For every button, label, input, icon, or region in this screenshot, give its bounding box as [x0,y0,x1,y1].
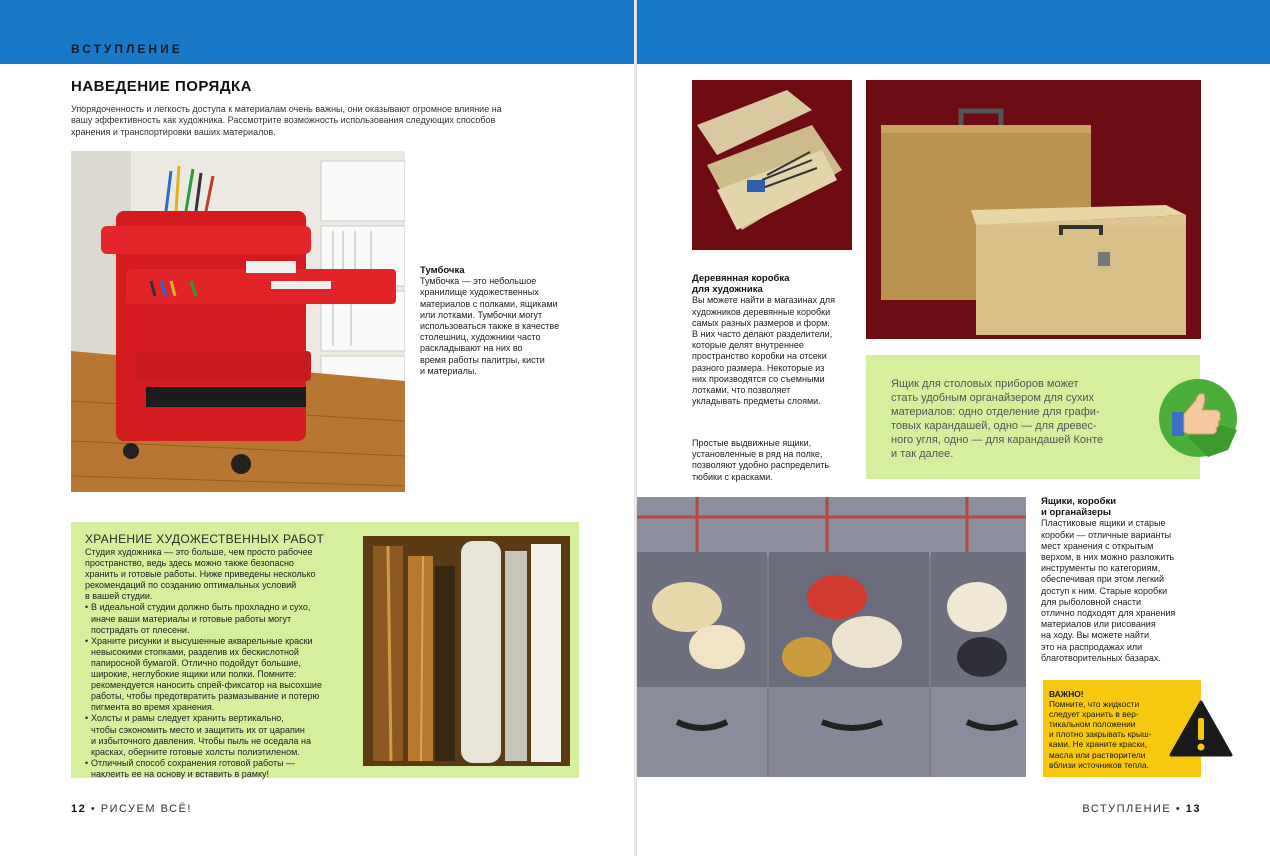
right-page [637,0,1270,856]
drawers-caption: Простые выдвижные ящики, установленные в ряд на полке, позволяют удобно распределить тюбики с красками. [692,438,830,482]
page-number: 12 [71,803,87,815]
list-item: • В идеальной студии должно быть прохладно и сухо, иначе ваши материалы и готовые работы могут пострадать от плесени. [85,602,345,635]
page-number: 13 [1185,803,1201,815]
bins-caption: Ящики, коробки и органайзеры Пластиковые ящики и старые коробки — отличные варианты мест хранения с открытым верхом, в них можно разложить инструменты по категориям, обеспечивая при этом легкий доступ к ним. Старые коробки для рыболовной снасти отлично подходят для хранения материалов или рисования на ходу. Вы можете найти это на распродажах или благотворительных базарах. [1041,496,1206,664]
tip-text: Ящик для столовых приборов может стать удобным органайзером для сухих материалов: одно отделение для графи- товых карандашей, одно — для древес- ного угля, одно — для карандашей Конте и так далее. [891,378,1104,460]
storage-panel [71,522,579,778]
wooden-box-caption: Деревянная коробка для художника Вы можете найти в магазинах для художников деревянные коробки самых разных размеров и форм. В них часто делают разделители, которые делят внутреннее пространство коробки на отсеки разного размера. Некоторые из них производятся со съемными лотками, что позволяет укладывать предметы слоями. [692,273,857,407]
warning-icon [1169,700,1233,758]
tip-panel [866,355,1200,479]
list-item: • Отличный способ сохранения готовой работы — наклеить ее на основу и вставить в рамку! [85,758,345,780]
list-item: • Холсты и рамы следует хранить вертикально, чтобы сэкономить место и защитить их от царапин и избыточного давления. Чтобы пыль не оседала на красках, оберните готовые холсты полиэтиленом. [85,713,345,757]
footer-right: ВСТУПЛЕНИЕ • 13 [1082,803,1201,815]
storage-bins-photo [637,497,1026,777]
warning-text: ВАЖНО! Помните, что жидкости следует хранить в вер- тикальном положении и плотно закрывать крыш- ками. Не храните краски, масла или растворители вблизи источников тепла. [1049,689,1171,770]
cart-photo [71,151,405,492]
footer-left: 12 • РИСУЕМ ВСЁ! [71,803,192,815]
section-label: ВСТУПЛЕНИЕ [71,42,183,56]
section-name: ВСТУПЛЕНИЕ [1082,803,1172,815]
left-page [0,0,634,856]
bins-illustration [637,497,1026,777]
book-title: РИСУЕМ ВСЁ! [100,803,192,815]
page-title: НАВЕДЕНИЕ ПОРЯДКА [71,78,253,95]
cart-caption: Тумбочка Тумбочка — это небольшое хранилище художественных материалов с полками, ящиками или лотками. Тумбочки могут использоваться также в качестве столешниц, художники часто раскладывают на них во время работы палитры, кисти и материалы. [420,265,580,377]
header-bar [637,0,1270,64]
wooden-box-heading: Деревянная коробка для художника [692,273,790,296]
open-box-illustration [692,80,852,250]
bins-heading: Ящики, коробки и органайзеры [1041,496,1117,519]
storage-body: Студия художника — это больше, чем просто рабочее пространство, ведь здесь можно также безопасно хранить и готовые работы. Ниже приведены несколько рекомендаций по созданию оптимальных условий в вашей студии. • В идеальной студии должно быть прохладно и сухо, иначе ваши материалы и готовые работы могут пострадать от плесени. • Храните рисунки и высушенные акварельные краски невысокими стопками, разделив их бескислотной папиросной бумагой. Отлично подойдут большие, широкие, неглубокие ящики или полки. Помните: рекомендуется наносить спрей-фиксатор на высохшие работы, чтобы предотвратить размазывание и потерю пигмента во время хранения. • Холсты и рамы следует хранить вертикально, чтобы сэкономить место и защитить их от царапин и избыточного давления. Чтобы пыль не оседала на красках, оберните готовые холсты полиэтиленом. • Отличный способ сохранения готовой работы — наклеить ее на основу и вставить в рамку! [85,547,345,780]
wooden-boxes-photo [866,80,1201,339]
cart-illustration [71,151,405,492]
canvas-rack-illustration [363,536,570,766]
warning-heading: ВАЖНО! [1049,689,1084,699]
cart-heading: Тумбочка [420,265,465,276]
closed-boxes-illustration [866,80,1201,339]
list-item: • Храните рисунки и высушенные акварельные краски невысокими стопками, разделив их бескислотной папиросной бумагой. Отлично подойдут большие, широкие, неглубокие ящики или полки. Помните: рекомендуется наносить спрей-фиксатор на высохшие работы, чтобы предотвратить размазывание и потерю пигмента во время хранения. [85,636,345,714]
intro-paragraph: Упорядоченность и легкость доступа к материалам очень важны, они оказывают огромное влияние на вашу эффективность как художника. Рассмотрите возможность использования следующих способов хранения и транспортировки ваших материалов. [71,104,502,137]
storage-title: ХРАНЕНИЕ ХУДОЖЕСТВЕННЫХ РАБОТ [85,532,325,546]
canvas-storage-photo [363,536,570,766]
thumbs-up-icon [1158,378,1238,458]
storage-tips-list [85,602,345,780]
open-wooden-box-photo [692,80,852,250]
